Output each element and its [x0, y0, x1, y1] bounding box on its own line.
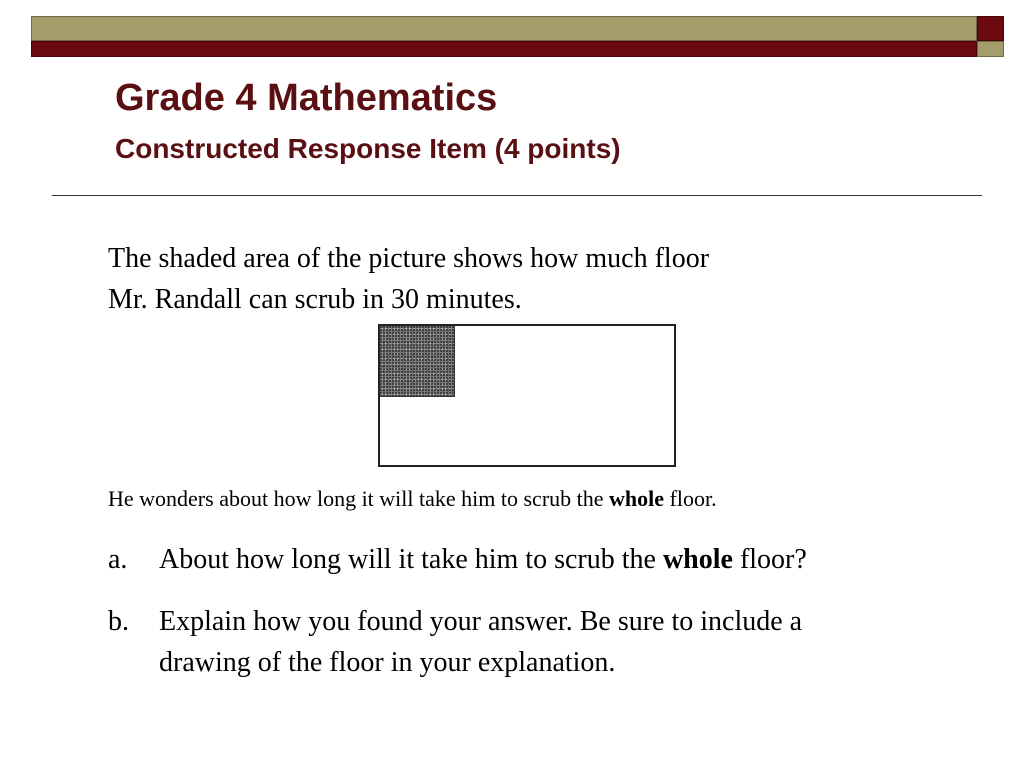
question-a-emphasis: whole	[662, 544, 733, 575]
shaded-floor-region	[380, 326, 455, 397]
intro-line-1: The shaded area of the picture shows how much floor	[108, 243, 710, 274]
question-b-line-2: drawing of the floor in your explanation.	[159, 647, 616, 678]
header-square-olive	[977, 41, 1004, 57]
question-a	[108, 539, 988, 580]
question-b-letter: b.	[108, 606, 129, 637]
question-b-line-1: Explain how you found your answer. Be sure to include a	[159, 606, 803, 637]
question-a-letter: a.	[108, 544, 128, 575]
slide-subtitle: Constructed Response Item (4 points)	[115, 133, 621, 164]
question-a-before: About how long will it take him to scrub the	[159, 544, 663, 575]
floor-diagram	[378, 324, 676, 467]
wonder-emphasis: whole	[609, 486, 665, 511]
wonder-sentence	[108, 484, 1008, 514]
header-bar-maroon	[31, 41, 977, 57]
question-a-text	[159, 539, 988, 580]
question-a-after: floor?	[732, 544, 807, 575]
intro-line-2: Mr. Randall can scrub in 30 minutes.	[108, 284, 522, 315]
header-bar-olive	[31, 16, 977, 41]
title-divider	[52, 195, 982, 196]
wonder-text-after: floor.	[664, 486, 717, 511]
wonder-text-before: He wonders about how long it will take him to scrub the	[108, 486, 610, 511]
header-square-maroon	[977, 16, 1004, 41]
slide-title: Grade 4 Mathematics	[115, 77, 498, 119]
question-b-text	[159, 601, 988, 683]
intro-paragraph	[108, 238, 908, 320]
question-b	[108, 601, 988, 683]
